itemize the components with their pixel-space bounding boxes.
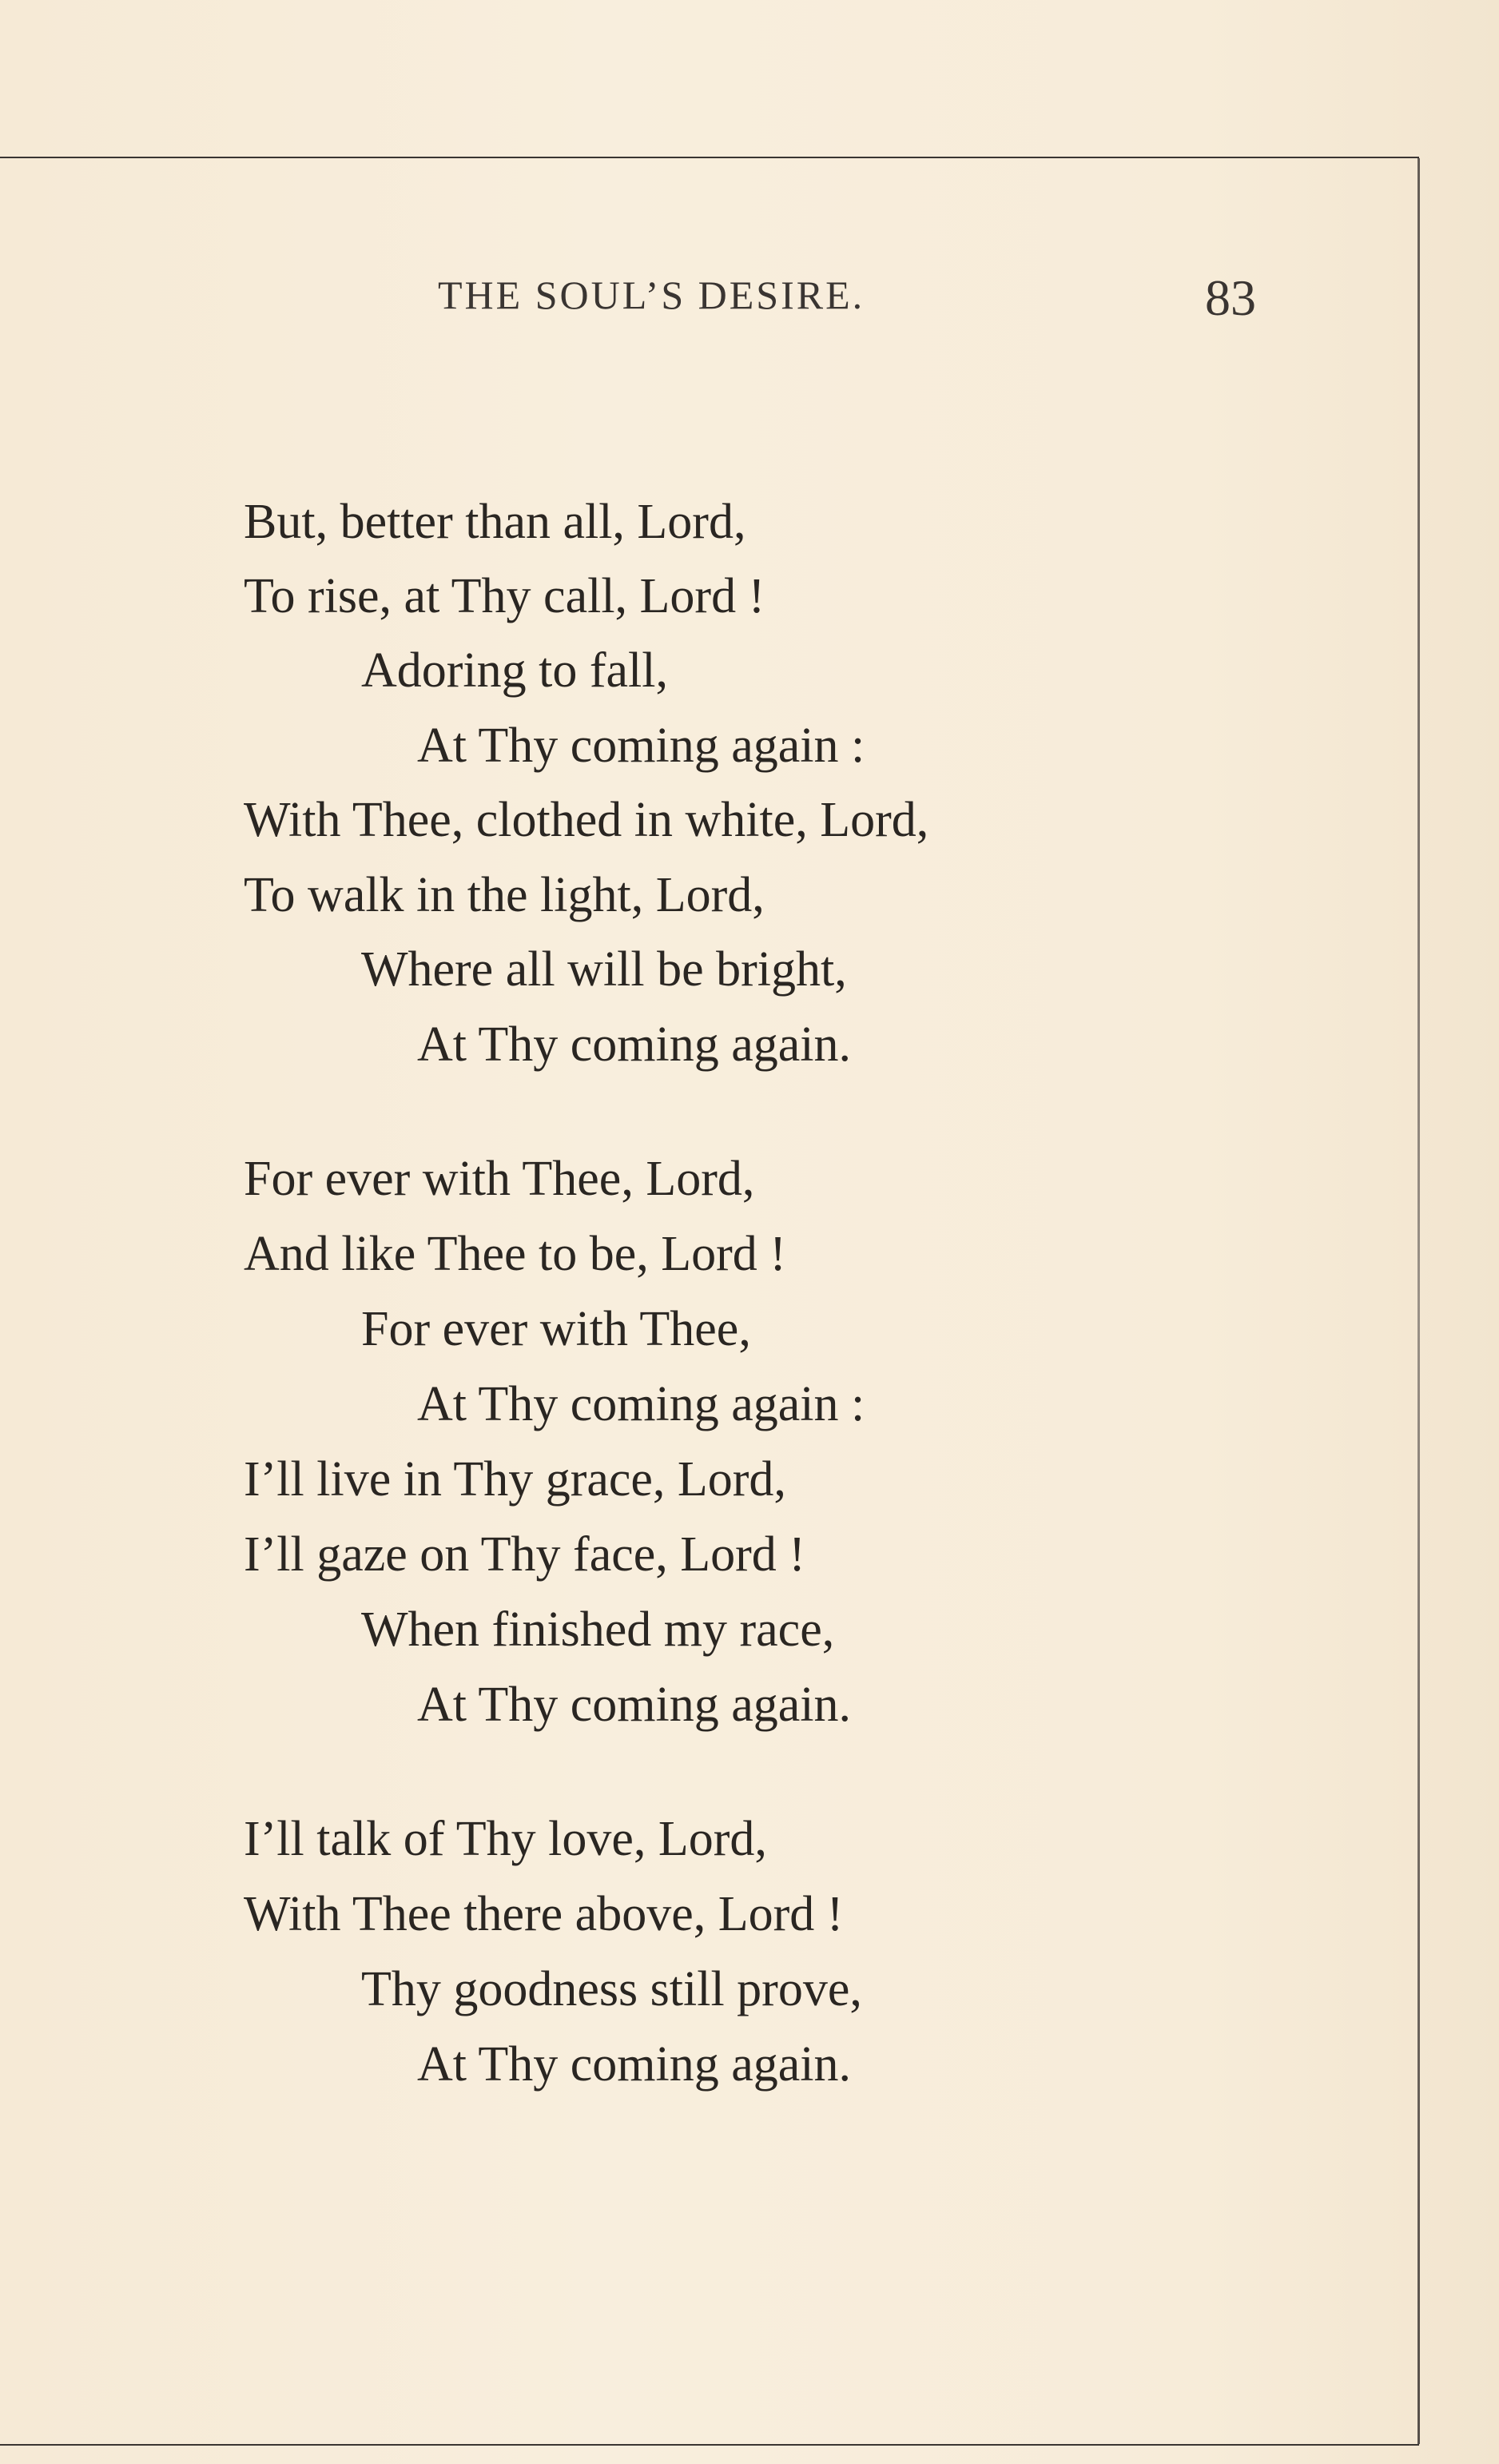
poem-line: At Thy coming again. — [417, 2037, 851, 2092]
poem-line: Where all will be bright, — [361, 942, 847, 997]
right-border-rule — [1417, 158, 1420, 2444]
poem-line: I’ll talk of Thy love, Lord, — [244, 1812, 767, 1866]
poem-line: To walk in the light, Lord, — [244, 868, 765, 922]
running-title: THE SOUL’S DESIRE. — [438, 273, 865, 317]
poem-line: Adoring to fall, — [361, 643, 668, 698]
poem-line: When finished my race, — [361, 1602, 835, 1657]
poem-line: But, better than all, Lord, — [244, 495, 746, 549]
poem-line: I’ll gaze on Thy face, Lord ! — [244, 1527, 805, 1582]
poem-line: For ever with Thee, — [361, 1302, 751, 1356]
poem-line: Thy goodness still prove, — [361, 1962, 862, 2016]
poem-line: I’ll live in Thy grace, Lord, — [244, 1452, 786, 1507]
poem-line: At Thy coming again : — [417, 1377, 865, 1431]
poem-line: With Thee, clothed in white, Lord, — [244, 793, 929, 847]
bottom-border-rule — [0, 2444, 1419, 2446]
page-number: 83 — [1205, 269, 1256, 326]
running-header — [0, 269, 1499, 336]
poem-line: With Thee there above, Lord ! — [244, 1887, 844, 1941]
poem-line: And like Thee to be, Lord ! — [244, 1227, 786, 1281]
poem-line: At Thy coming again : — [417, 719, 865, 773]
top-border-rule — [0, 157, 1419, 158]
poem-line: To rise, at Thy call, Lord ! — [244, 569, 765, 623]
poem-line: For ever with Thee, Lord, — [244, 1152, 755, 1206]
poem-line: At Thy coming again. — [417, 1678, 851, 1732]
poem-line: At Thy coming again. — [417, 1017, 851, 1072]
